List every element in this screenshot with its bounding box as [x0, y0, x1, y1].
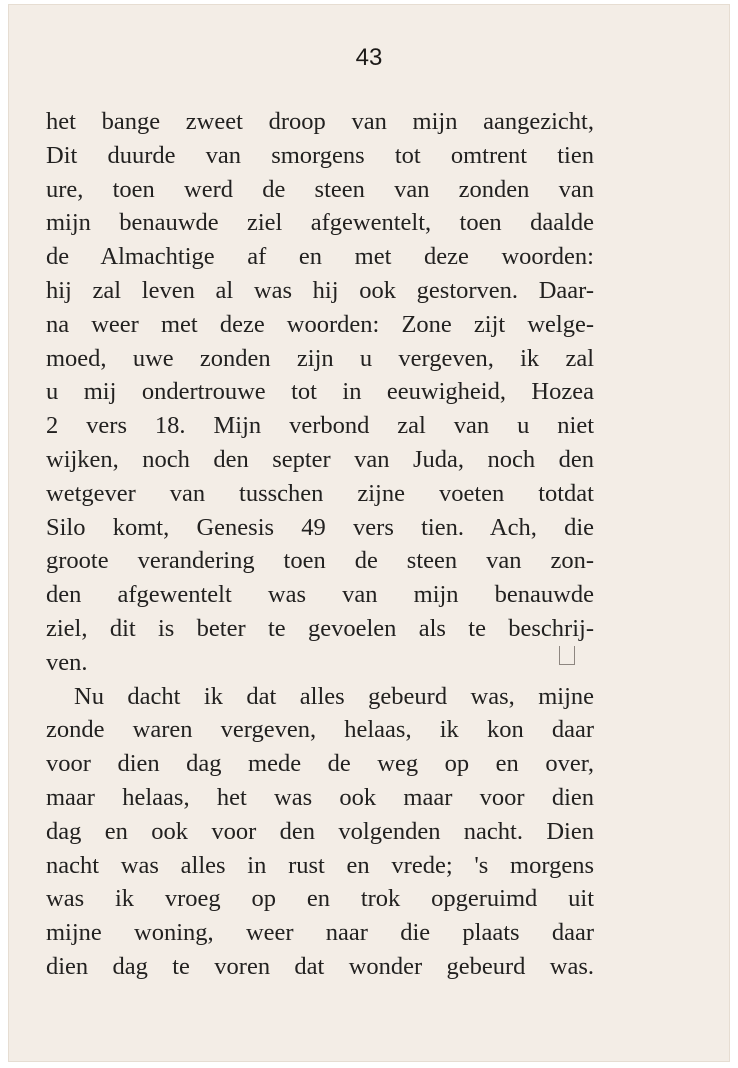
- text-line: voor dien dag mede de weg op en over,: [46, 750, 594, 778]
- text-line: de Almachtige af en met deze woorden:: [46, 243, 594, 271]
- text-line: nacht was alles in rust en vrede; 's morgens: [46, 851, 594, 879]
- text-line: hij zal leven al was hij ook gestorven. Daar-: [46, 276, 594, 304]
- text-line: den afgewentelt was van mijn benauwde: [46, 581, 594, 609]
- text-line: dien dag te voren dat wonder gebeurd was.: [46, 952, 594, 980]
- book-page: [8, 4, 730, 1062]
- text-line: maar helaas, het was ook maar voor dien: [46, 783, 594, 811]
- text-line: moed, uwe zonden zijn u vergeven, ik zal: [46, 344, 594, 372]
- text-line: na weer met deze woorden: Zone zijt welge-: [46, 310, 594, 338]
- print-mark: [559, 646, 575, 665]
- text-line: u mij ondertrouwe tot in eeuwigheid, Hozea: [46, 378, 594, 406]
- text-line: ven.: [46, 648, 88, 676]
- body-text: [46, 105, 594, 984]
- text-line: wetgever van tusschen zijne voeten totdat: [46, 479, 594, 507]
- text-line: 2 vers 18. Mijn verbond zal van u niet: [46, 412, 594, 440]
- text-line: dag en ook voor den volgenden nacht. Dien: [46, 817, 594, 845]
- text-line: ure, toen werd de steen van zonden van: [46, 175, 594, 203]
- text-line: mijne woning, weer naar die plaats daar: [46, 919, 594, 947]
- text-line: was ik vroeg op en trok opgeruimd uit: [46, 885, 594, 913]
- text-line: Nu dacht ik dat alles gebeurd was, mijne: [74, 682, 594, 710]
- text-line: groote verandering toen de steen van zon-: [46, 547, 594, 575]
- text-line: ziel, dit is beter te gevoelen als te beschrij-: [46, 614, 594, 642]
- page-number: 43: [355, 44, 383, 71]
- text-line: het bange zweet droop van mijn aangezicht,: [46, 108, 594, 135]
- text-line: Silo komt, Genesis 49 vers tien. Ach, die: [46, 513, 594, 541]
- text-line: zonde waren vergeven, helaas, ik kon daar: [46, 716, 594, 744]
- text-line: mijn benauwde ziel afgewentelt, toen daalde: [46, 209, 594, 237]
- text-line: wijken, noch den septer van Juda, noch den: [46, 445, 594, 473]
- text-line: Dit duurde van smorgens tot omtrent tien: [46, 141, 594, 169]
